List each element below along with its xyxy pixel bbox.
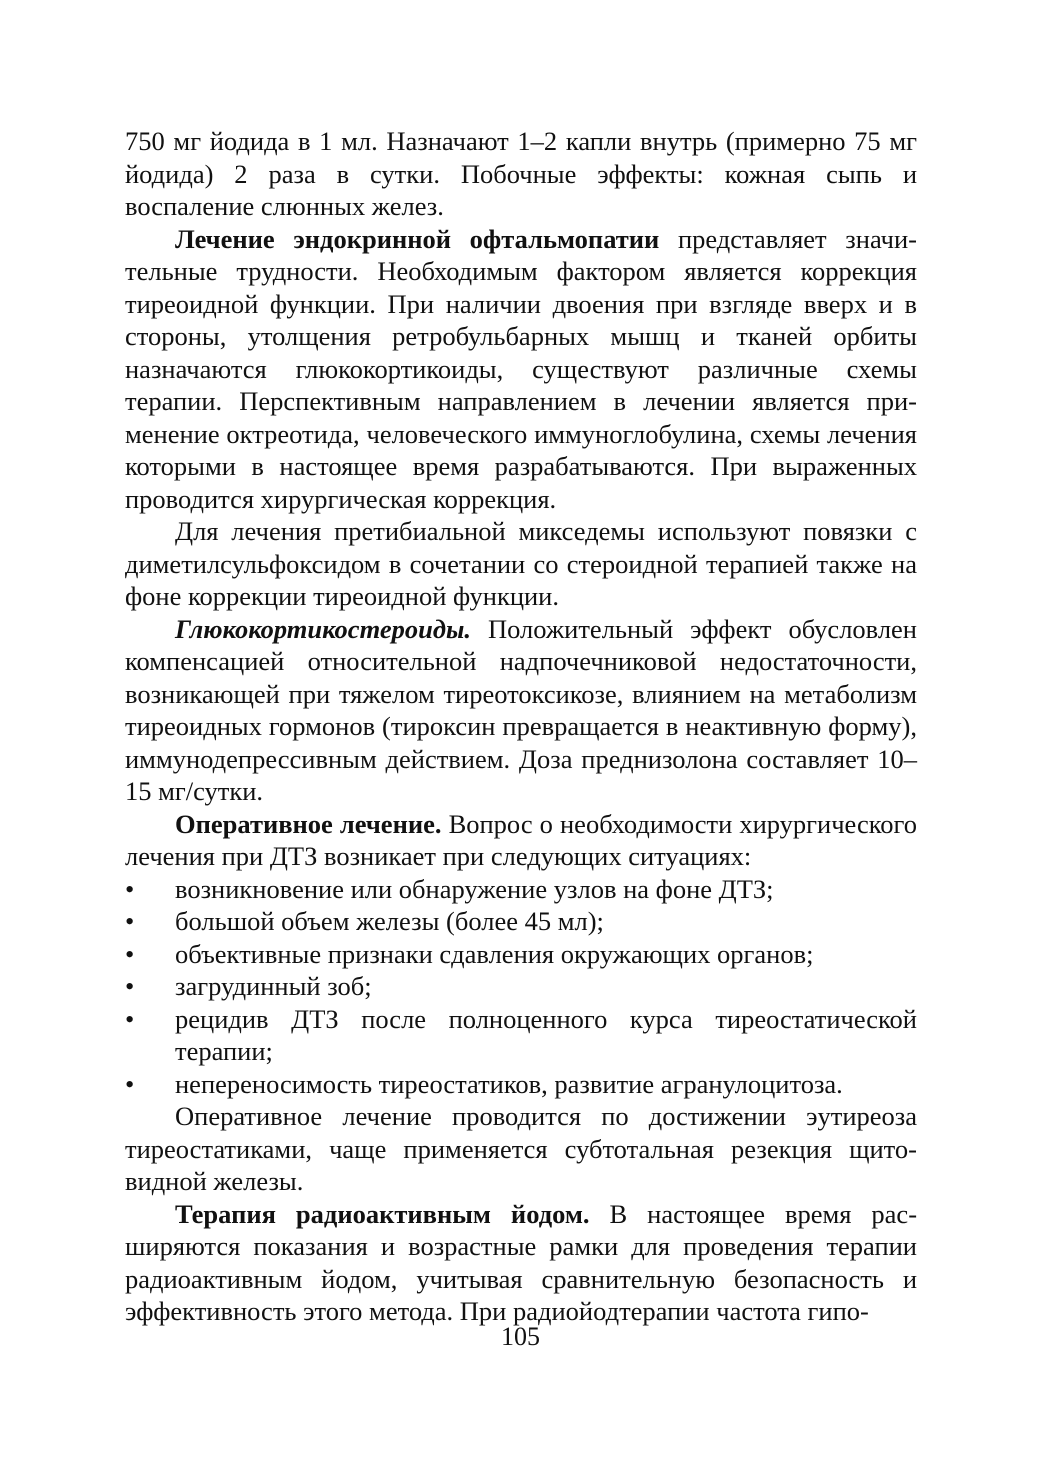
list-item-text: загрудинный зоб;	[175, 971, 372, 1001]
paragraph-ophthalmopathy	[125, 223, 917, 516]
paragraph-surgery	[125, 808, 917, 873]
paragraph-text: Для лечения претибиальной микседемы используют повязки с диметилсульфоксидом в сочетании со стероидной терапией также на фоне коррекции тиреоидной функции.	[125, 516, 917, 611]
paragraph-text: 750 мг йодида в 1 мл. Назначают 1–2 капли внутрь (примерно 75 мг йодида) 2 раза в сутки. Побочные эффекты: кожная сыпь и воспаление слюнных желез.	[125, 126, 917, 221]
paragraph-glucocorticosteroids	[125, 613, 917, 808]
list-item	[125, 970, 917, 1003]
bullet-icon: •	[125, 938, 135, 969]
list-item-text: большой объем железы (более 45 мл);	[175, 906, 604, 936]
paragraph-myxedema	[125, 515, 917, 613]
paragraph-radioiodine	[125, 1198, 917, 1328]
list-item-text: объективные признаки сдавления окружающих органов;	[175, 938, 814, 969]
list-item-text: непереносимость тиреостатиков, развитие агранулоцитоза.	[175, 1068, 843, 1099]
list-item	[125, 873, 917, 906]
list-item	[125, 1068, 917, 1101]
bullet-icon: •	[125, 873, 135, 904]
page-body	[125, 125, 917, 1328]
list-item	[125, 938, 917, 971]
paragraph-text: Положительный эффект обусловлен компенсацией относительной надпочечниковой недостаточности, возникающей при тяжелом тиреотоксикозе, влиянием на метаболизм тиреоидных гормонов (тироксин превращается в неактивную форму), иммунодепрессивным действием. Доза преднизолона составляет 10–15 мг/сутки.	[125, 613, 917, 806]
list-item-text: возникновение или обнаружение узлов на фоне ДТЗ;	[175, 873, 774, 904]
list-item	[125, 1003, 917, 1068]
surgery-indications-list	[125, 873, 917, 1101]
list-item	[125, 905, 917, 938]
paragraph-heading: Оперативное лечение.	[175, 808, 442, 839]
paragraph-heading: Лечение эндокринной офтальмопатии	[175, 223, 660, 254]
paragraph-text: Вопрос о необходимости хирургического лечения при ДТЗ возникает при следующих ситуациях:	[125, 808, 917, 871]
bullet-icon: •	[125, 971, 135, 1001]
paragraph-surgery-conditions	[125, 1100, 917, 1198]
bullet-icon: •	[125, 1068, 135, 1099]
list-item-text: рецидив ДТЗ после полноценного курса тиреостатической терапии;	[175, 1003, 917, 1066]
paragraph-text: В настоящее время расширяются показания и возрастные рамки для проведения терапии радиоактивным йодом, учитывая сравнительную безопасность и эффективность этого метода. При радиойодтерапии частота гипо-	[125, 1198, 918, 1326]
paragraph-iodide-dosage	[125, 125, 917, 223]
paragraph-text: представляет значительные трудности. Необходимым фактором является коррекция тиреоидной функции. При наличии двоения при взгляде вверх и в стороны, утолщения ретробульбарных мышц и тканей орбиты назначаются глюкокортикоиды, существуют различные схемы терапии. Перспективным направлением в лечении является применение октреотида, человеческого иммуноглобулина, схемы лечения которыми в настоящее время разрабатываются. При выраженных проводится хирургическая коррекция.	[125, 223, 917, 514]
page-number: 105	[501, 1322, 540, 1351]
paragraph-text: Оперативное лечение проводится по достижении эутиреоза тиреостатиками, чаще применяется субтотальная резекция щитовидной железы.	[125, 1101, 917, 1196]
paragraph-heading: Глюкокортикостероиды.	[175, 613, 471, 644]
paragraph-heading: Терапия радиоактивным йодом.	[175, 1198, 590, 1229]
bullet-icon: •	[125, 906, 135, 936]
bullet-icon: •	[125, 1003, 135, 1034]
